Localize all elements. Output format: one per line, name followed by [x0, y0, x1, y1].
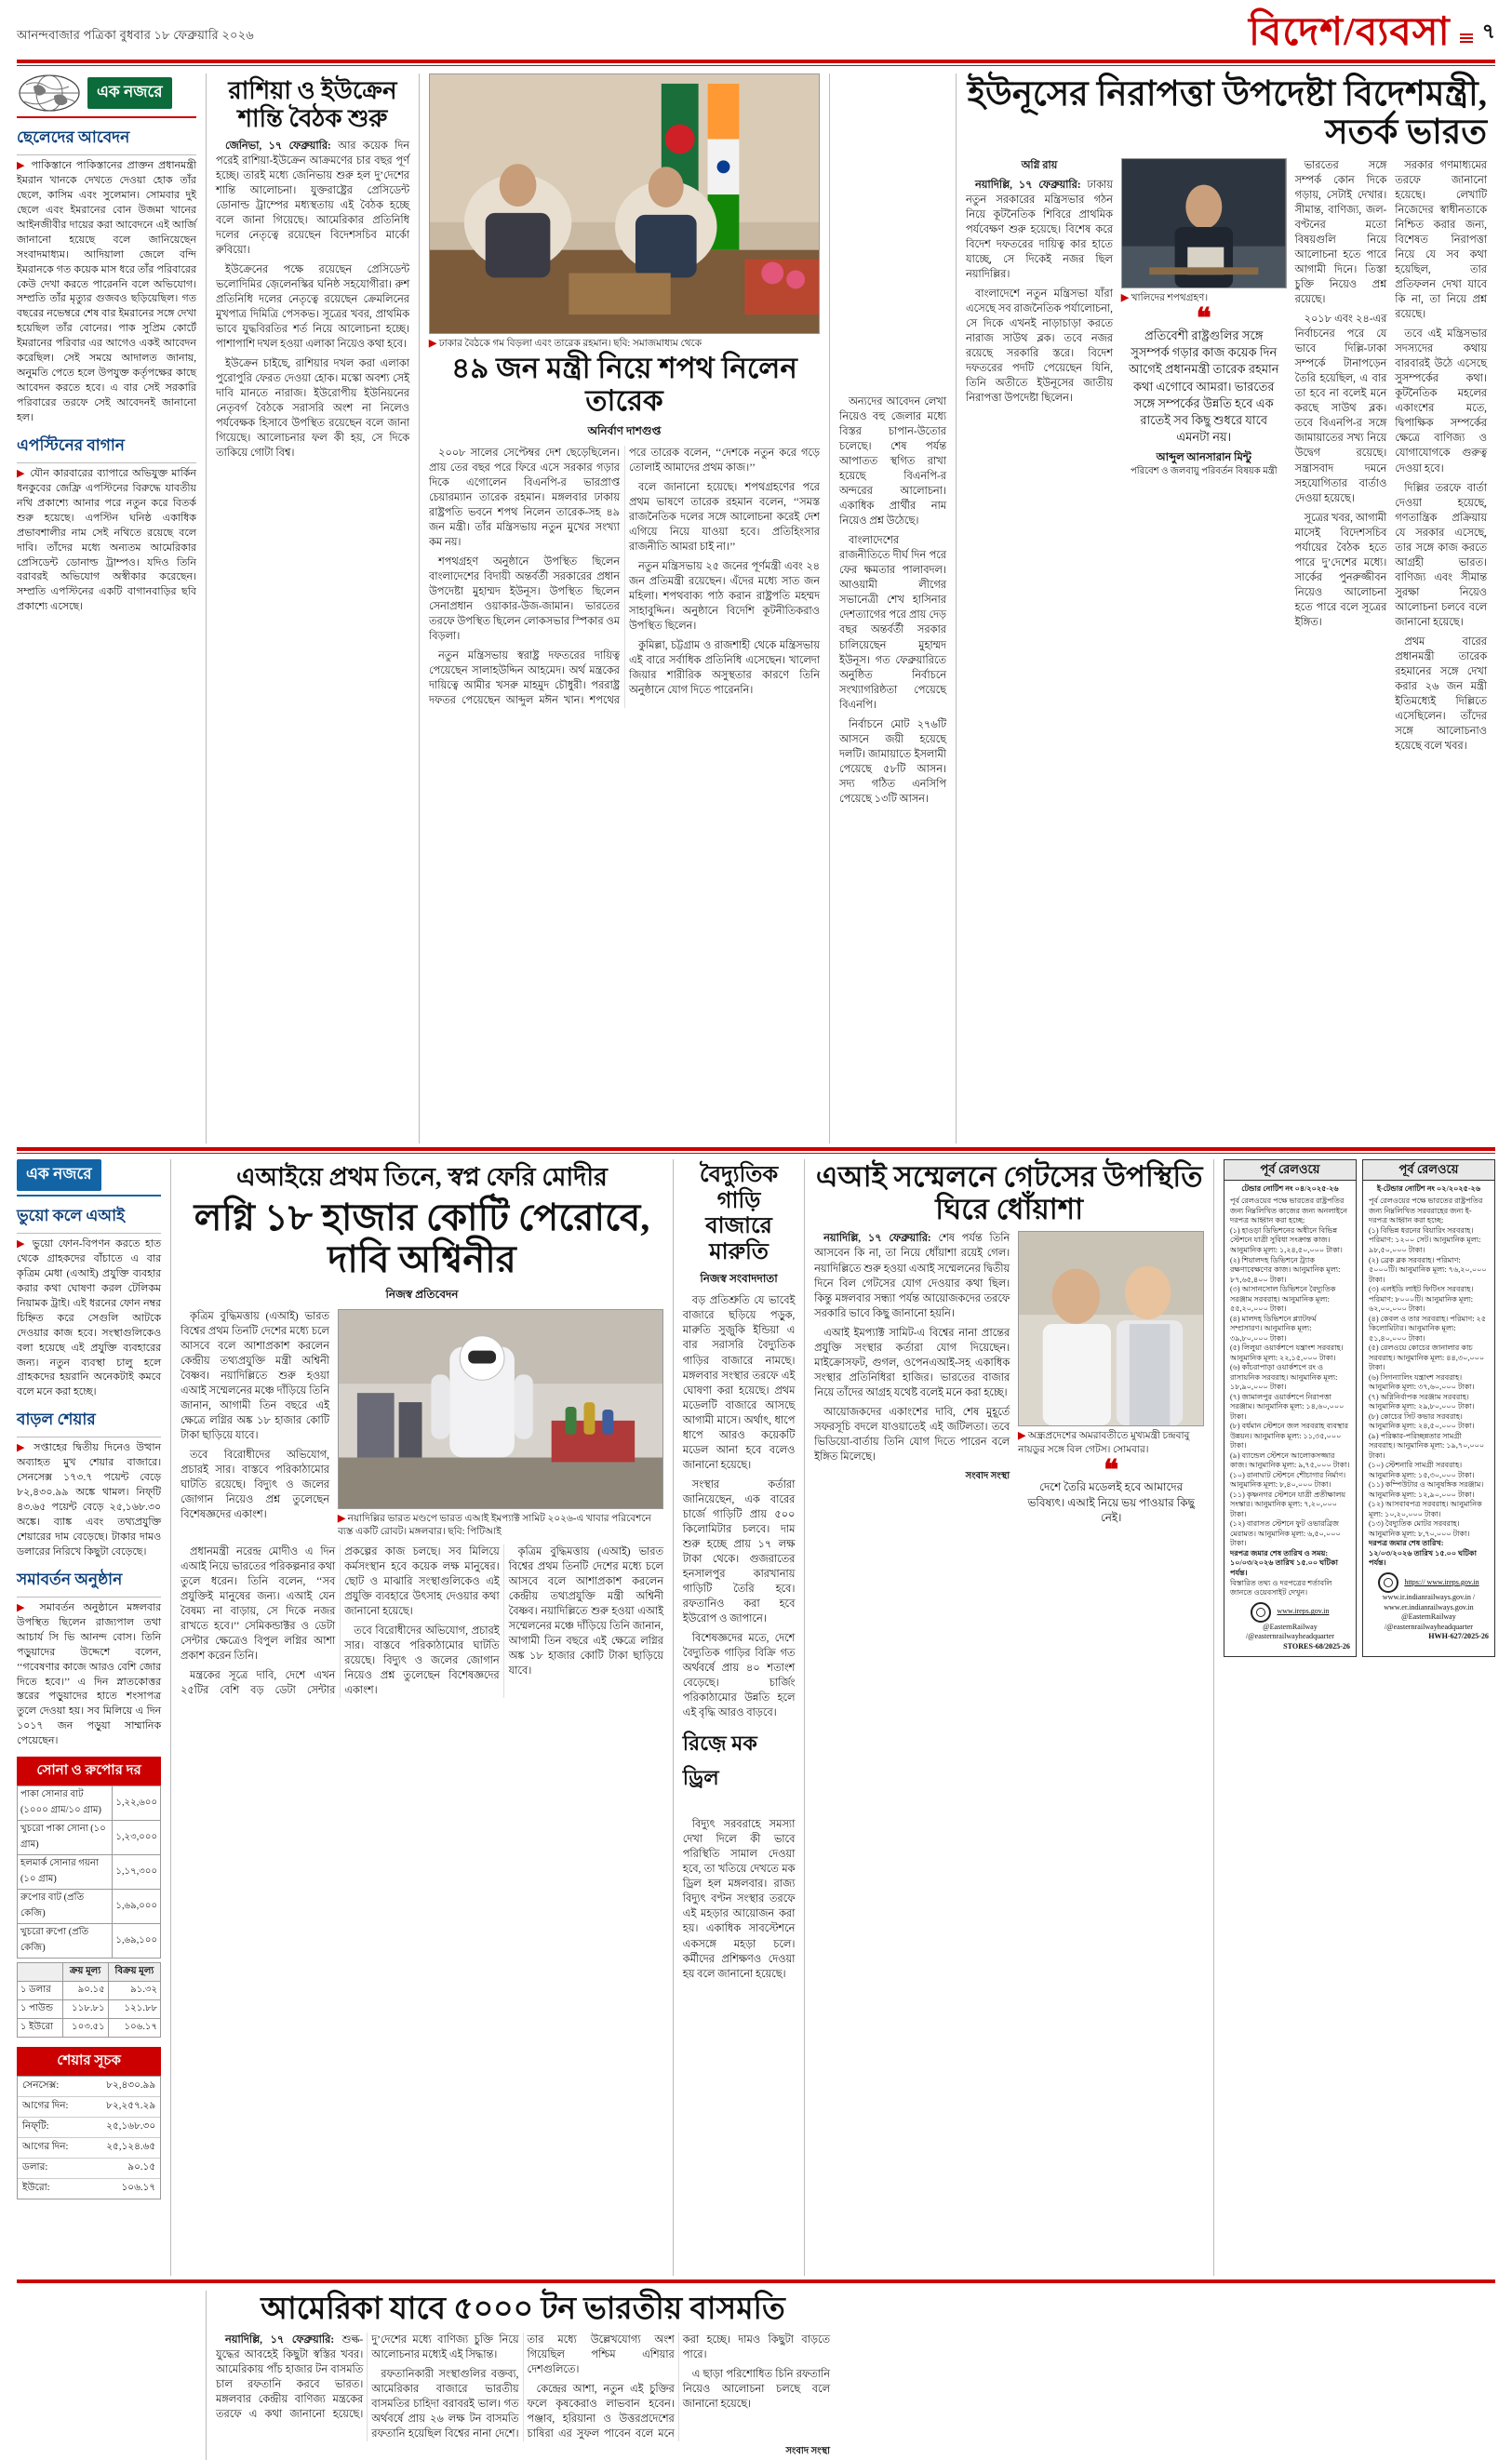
notice-title: পূর্ব রেলওয়ে	[1363, 1160, 1494, 1181]
notice-line: (৬) কাঁচরাপাড়া ওয়ার্কশপে রং ও রাসায়নিক সরবরাহ। আনুমানিক মূল্য: ১৮,৯০,০০০ টাকা।	[1229, 1363, 1338, 1392]
mock-drill-body: বিদ্যুৎ সরবরাহে সমস্যা দেখা দিলে কী ভাবে পরিস্থিতি সামাল দেওয়া হবে, তা খতিয়ে দেখতে মক ড্রিল হল মঙ্গলবার। রাজ্য বিদ্যুৎ বণ্টন সংস্থার তরফে এই মহড়ার আয়োজন করা হয়। একাধিক সাবস্টেশনে একসঙ্গে মহড়া চলে। কর্মীদের প্রশিক্ষণও দেওয়া হয় বলে জানানো হয়েছে।	[682, 1819, 796, 1980]
nojore-item	[17, 126, 196, 426]
russia-headline: রাশিয়া ও ইউক্রেন শান্তি বৈঠক শুরু	[228, 77, 397, 132]
notice-line: (৯) ব্যান্ডেল স্টেশনে আলোকসজ্জার কাজ। আনুমানিক মূল্য: ৯,৭৫,০০০ টাকা।	[1229, 1451, 1350, 1470]
notice-line: (৮) বর্ধমান স্টেশনে জল সরবরাহ ব্যবস্থার উন্নয়ন। আনুমানিক মূল্য: ১১,৩৫,০০০ টাকা।	[1229, 1422, 1349, 1451]
notice-line: (১০) স্টেশনারি সামগ্রী সরবরাহ। আনুমানিক মূল্য: ১৫,৩০,০০০ টাকা।	[1368, 1461, 1475, 1479]
notice-line: (৫) রেলওয়ে কোচের জানালার কাচ সরবরাহ। আনুমানিক মূল্য: ৪৪,৩০,০০০ টাকা।	[1368, 1344, 1485, 1372]
yunus-body-col4: সরকার গণমাধ্যমের তরফে জানানো হয়েছে। লেখাটি নিজেদের স্বাধীনতাকে নিশ্চিত করার জন্য, বিশেষত নিরাপত্তা নিয়ে যে সব কথা হয়েছিল, তার প্রতিফলন দেখা যাবে কি না, তা নিয়ে প্রশ্ন রয়েছে। তবে এই মন্ত্রিসভার সদস্যদের কথায় বারবারই উঠে এসেছে সুসম্পর্কের কথা। কূটনৈতিক মহলের একাংশের মতে, দ্বিপাক্ষিক সম্পর্কের ক্ষেত্রে বাণিজ্য ও যোগাযোগকে গুরুত্ব দেওয়া হবে। দিল্লির তরফে বার্তা দেওয়া হয়েছে, গণতান্ত্রিক প্রক্রিয়ায় যে সরকার এসেছে, তার সঙ্গে কাজ করতে আগ্রহী ভারত। বাণিজ্য এবং সীমান্ত সুরক্ষা নিয়েও আলোচনা চলবে বলে জানানো হয়েছে। প্রথম বারের প্রধানমন্ত্রী তারেক রহমানের সঙ্গে দেখা করার ২৬ জন মন্ত্রী ইতিমধ্যেই দিল্লিতে এসেছিলেন। তাঁদের সঙ্গে আলোচনাও হয়েছে বলে খবর।	[1395, 159, 1487, 753]
nojore-item-text: ▶ ভুয়ো ফোন-বিপণন করতে হাত থেকে গ্রাহকদের বাঁচাতে এ বার কৃত্রিম মেধা (এআই) প্রযুক্তি ব্যবহার করার কথা ঘোষণা করল টেলিকম নিয়ামক ট্রাই। এই ধরনের ফোন নম্বর চিহ্নিত করে সেগুলি আটকে দেওয়ার কাজ হবে। সংস্থাগুলিকেও বলা হয়েছে এই প্রযুক্তি ব্যবহারের জন্য। নতুন ব্যবস্থা চালু হলে গ্রাহকদের হয়রানি অনেকটাই কমবে বলে মনে করা হচ্ছে।	[17, 1238, 162, 1398]
nojore-item-title: ভুয়ো কলে এআই	[17, 1204, 161, 1234]
dhaka-photo-caption: ▶ ঢাকার বৈঠকে গম বিড়লা এবং তারেক রহমান। ছবি: সমাজমাধ্যম থেকে	[429, 339, 702, 349]
table-row: ১ ইউরো ১০৩.৫১ ১০৬.১৭	[18, 2019, 161, 2038]
nojore-item-title: সমাবর্তন অনুষ্ঠান	[17, 1568, 161, 1598]
notice-subtitle: টেন্ডার নোটিশ নং ০৪/২০২৫-২৬	[1241, 1183, 1339, 1193]
table-row: ইউরো: ১০৬.১৭	[22, 2183, 156, 2194]
ev-headline: বৈদ্যুতিক গাড়ি বাজারে মারুতি	[699, 1163, 779, 1264]
notice-line: (৪) মালদহ ডিভিশনে প্ল্যাটফর্ম সম্প্রসারণ। আনুমানিক মূল্য: ৩৯,৮০,০০০ টাকা।	[1229, 1314, 1317, 1343]
ai-investment-column	[181, 1159, 663, 2276]
robot-photo	[338, 1309, 663, 1509]
ai-byline: নিজস্ব প্রতিবেদন	[385, 1287, 459, 1301]
notice-line: পূর্ব রেলওয়ের পক্ষে ভারতের রাষ্ট্রপতির জন্য নিম্নলিখিত কাজের জন্য অনলাইনে দরপত্র আহ্বান করা হচ্ছে:	[1229, 1197, 1348, 1225]
russia-ukraine-column	[216, 74, 409, 1143]
ek-nojore-badge: এক নজরে	[87, 77, 172, 109]
notice-ref: HWH-627/2025-26	[1428, 1632, 1489, 1641]
gates-photo-caption: ▶ অন্ধ্রপ্রদেশের অমরাবতীতে মুখ্যমন্ত্রী চন্দ্রবাবু নায়ডুর সঙ্গে বিল গেটস। সোমবার।	[1018, 1431, 1190, 1455]
gates-end-tag: সংবাদ সংস্থা	[965, 1470, 1010, 1481]
gates-column	[814, 1159, 1204, 2276]
notice-line: (৬) সিগন্যালিং যন্ত্রাংশ সরবরাহ। আনুমানিক মূল্য: ৩৭,৬০,০০০ টাকা।	[1368, 1372, 1475, 1392]
khalid-photo-caption: ▶ খালিদের শপথগ্রহণ।	[1120, 292, 1209, 303]
notice-line: (৭) জামালপুর ওয়ার্কশপে নিরাপত্তা সরঞ্জাম। আনুমানিক মূল্য: ১৪,৬০,০০০ টাকা।	[1229, 1392, 1345, 1421]
basmati-column	[216, 2291, 830, 2460]
index-table	[17, 2076, 161, 2199]
notice-line: (৩) আসানসোল ডিভিশনে বৈদ্যুতিক সরঞ্জাম সরবরাহ। আনুমানিক মূল্য: ৫৫,২০,০০০ টাকা।	[1229, 1285, 1336, 1314]
railway-notice-right	[1362, 1159, 1495, 1657]
table-row: পাকা সোনার বাট (১০০০ গ্রাম/১০ গ্রাম) ১,২২,৬০০	[18, 1786, 161, 1821]
notice-line: (৫) লিলুয়া ওয়ার্কশপে যন্ত্রাংশ সরবরাহ। আনুমানিক মূল্য: ২২,১৫,০০০ টাকা।	[1229, 1344, 1344, 1362]
notice-line: (৩) এলইডি লাইট ফিটিংস সরবরাহ। পরিমাণ: ৮০০০টি। আনুমানিক মূল্য: ৬২,০০,০০০ টাকা।	[1368, 1285, 1474, 1314]
quote-signature: আব্দুল আনসারান মিন্টু পরিবেশ ও জলবায়ু পরিবর্তন বিষয়ক মন্ত্রী	[1130, 452, 1278, 477]
table-row: নিফ্‌টি: ২৫,১৬৮.৩০	[18, 2118, 160, 2138]
masthead-rule-thin	[17, 65, 1495, 66]
railway-notice-left	[1224, 1159, 1357, 1657]
section-title: বিদেশ/ব্যবসা	[1248, 11, 1451, 54]
masthead	[17, 13, 1495, 56]
eastern-railway-logo-icon	[1251, 1602, 1271, 1623]
basmati-headline: আমেরিকা যাবে ৫০০০ টন ভারতীয় বাসমতি	[261, 2293, 785, 2326]
nojore-item	[17, 434, 196, 615]
railway-notices-column	[1224, 1159, 1495, 2276]
notice-line: দরপত্র জমার শেষ তারিখ ও সময়: ১০/০৩/২০২৬ তারিখ ১৫.০০ ঘটিকা পর্যন্ত।	[1229, 1548, 1338, 1577]
notice-line: (৯) পরিষ্কার-পরিচ্ছন্নতার সামগ্রী সরবরাহ। আনুমানিক মূল্য: ১৯,৭০,০০০ টাকা।	[1368, 1431, 1485, 1460]
yunus-body-col3: ভারতের সঙ্গে সম্পর্ক কোন দিকে গড়ায়, সেটাই দেখার। সীমান্ত, বাণিজ্য, জল-বণ্টনের মতো বিষয়গুলি নিয়ে আলোচনা হতে পারে আগামী দিনে। তিস্তা চুক্তি নিয়েও প্রশ্ন রয়েছে। ২০১৮ এবং ২৪-এর নির্বাচনের পরে যে ভাবে দিল্লি-ঢাকা সম্পর্কে টানাপড়েন তৈরি হয়েছিল, এ বার তা হবে না বলেই মনে করছে সাউথ ব্লক। তবে বিএনপি-র সঙ্গে জামায়াতের সখ্য নিয়ে উদ্বেগ রয়েছে। সন্ত্রাসবাদ দমনে সহযোগিতার বার্তাও দেওয়া হয়েছে। সূত্রের খবর, আগামী মাসেই বিদেশসচিব পর্যায়ের বৈঠক হতে পারে দু’দেশের মধ্যে। সার্কের পুনরুজ্জীবন নিয়েও আলোচনা হতে পারে বলে সূত্রের ইঙ্গিত।	[1294, 159, 1387, 628]
notice-footer-logo	[1230, 1602, 1350, 1623]
gates-quote: ❝ দেশে তৈরি মডেলই হবে আমাদের ভবিষ্যৎ। এআই নিয়ে ভয় পাওয়ার কিছু নেই।	[1018, 1457, 1204, 1531]
decorative-bars-icon	[1460, 33, 1473, 52]
robot-photo-caption: ▶ নয়াদিল্লির ভারত মণ্ডপে ভারত এআই ইমপ্যাক্ট সামিট ২০২৬-এ খাবার পরিবেশনে ব্যস্ত একটি রোবট। মঙ্গলবার। ছবি: পিটিআই	[337, 1513, 651, 1537]
notice-title: পূর্ব রেলওয়ে	[1224, 1160, 1356, 1181]
eastern-railway-logo-icon	[1378, 1572, 1398, 1593]
quote-mark-icon: ❝	[1104, 1454, 1119, 1486]
notice-footer-logo	[1369, 1572, 1489, 1593]
ek-nojore-top-column	[17, 74, 196, 1143]
russia-body: জেনিভা, ১৭ ফেব্রুয়ারি: আর কয়েক দিন পরেই রাশিয়া-ইউক্রেন আক্রমণের চার বছর পূর্ণ হচ্ছে। তারই মধ্যে জেনিভায় শুরু হল দু’দেশের শান্তি আলোচনা। যুক্তরাষ্ট্রের প্রেসিডেন্ট ডোনাল্ড ট্রাম্পের মধ্যস্থতায় এই বৈঠক হচ্ছে বলে জানা গিয়েছে। আমেরিকার প্রতিনিধি দলের নেতৃত্বে রয়েছেন বিদেশসচিব মার্কো রুবিয়ো। ইউক্রেনের পক্ষে রয়েছেন প্রেসিডেন্ট ভলোদিমির জ়েলেনস্কির ঘনিষ্ঠ সহযোগীরা। রুশ প্রতিনিধি দলের নেতৃত্বে রয়েছেন ক্রেমলিনের মুখপাত্র দিমিত্রি পেসকভ। সূত্রের খবর, প্রাথমিক ভাবে যুদ্ধবিরতির শর্ত নিয়ে আলোচনা হচ্ছে। পাশাপাশি দখল হওয়া এলাকা নিয়েও কথা হবে। ইউক্রেন চাইছে, রাশিয়ার দখল করা এলাকা পুরোপুরি ফেরত দেওয়া হোক। মস্কো অবশ্য সেই দাবি মানতে নারাজ। ইউরোপীয় ইউনিয়নের নেতৃবর্গ বৈঠকে সরাসরি অংশ না নিলেও পর্যবেক্ষক হিসাবে উপস্থিত রয়েছেন বলে জানা গিয়েছে। আলোচনার ফল কী হয়, সে দিকে তাকিয়ে গোটা বিশ্ব।	[216, 140, 409, 460]
continuation-column	[839, 74, 946, 1143]
fx-rate-table	[17, 1962, 161, 2038]
notice-line: (১২) বারাসত স্টেশনে ফুট ওভারব্রিজ মেরামত। আনুমানিক মূল্য: ৬,৫০,০০০ টাকা।	[1229, 1519, 1341, 1548]
ek-nojore-bottom-column	[17, 1159, 161, 2276]
basmati-body: নয়াদিল্লি, ১৭ ফেব্রুয়ারি: শুল্ক-যুদ্ধের আবহেই কিছুটা স্বস্তির খবর। আমেরিকায় পাঁচ হাজার টন বাসমতি চাল রফতানি করবে ভারত। মঙ্গলবার কেন্দ্রীয় বাণিজ্য মন্ত্রকের তরফে এ কথা জানানো হয়েছে। দু’দেশের মধ্যে বাণিজ্য চুক্তি নিয়ে আলোচনার মধ্যেই এই সিদ্ধান্ত। রফতানিকারী সংস্থাগুলির বক্তব্য, আমেরিকার বাজারে ভারতীয় বাসমতির চাহিদা বরাবরই ভাল। গত অর্থবর্ষে প্রায় ২৬ লক্ষ টন বাসমতি রফতানি হয়েছিল বিশ্বের নানা দেশে। তার মধ্যে উল্লেখযোগ্য অংশ গিয়েছিল পশ্চিম এশিয়ার দেশগুলিতে। কেন্দ্রের আশা, নতুন এই চুক্তির ফলে কৃষকেরাও লাভবান হবেন। পঞ্জাব, হরিয়ানা ও উত্তরপ্রদেশের চাষিরা এর সুফল পাবেন বলে মনে করা হচ্ছে। দামও কিছুটা বাড়তে পারে। এ ছাড়া পরিশোধিত চিনি রফতানি নিয়েও আলোচনা চলছে বলে জানানো হয়েছে।	[216, 2333, 830, 2440]
notice-line: দরপত্র জমার শেষ তারিখ: ১২/০৩/২০২৬ তারিখ ১৫.০০ ঘটিকা পর্যন্ত।	[1368, 1539, 1477, 1568]
nojore-item-title: ছেলেদের আবেদন	[17, 126, 196, 155]
table-row: ডলার: ৯০.১৫	[18, 2159, 160, 2179]
table-row: খুচরো পাকা সোনা (১০ গ্রাম) ১,২৩,০০০	[18, 1821, 161, 1855]
notice-line: (২) শিয়ালদহ ডিভিশনে ট্র্যাক রক্ষণাবেক্ষণের কাজ। আনুমানিক মূল্য: ৮৭,৬৫,৪০০ টাকা।	[1229, 1255, 1341, 1284]
table-row: আগের দিন: ২৫,১২৪.৬৫	[18, 2138, 160, 2159]
notice-line: (১৩) বৈদ্যুতিক মোটর সরবরাহ। আনুমানিক মূল্য: ৮,৭০,০০০ টাকা।	[1368, 1519, 1470, 1538]
nojore-item-text: ▶ যৌন কারবারের ব্যাপারে অভিযুক্ত মার্কিন ধনকুবের জেফ্রি এপস্টিনের বিরুদ্ধে যাবতীয় নথি প্রকাশ্যে আনার পরে নতুন করে বিতর্ক শুরু হয়েছে। এপস্টিন ঘনিষ্ঠ একাধিক প্রভাবশালীর নাম সেই নথিতে রয়েছে বলে দাবি। তাঁদের মধ্যে অন্যতম আমেরিকার প্রেসিডেন্ট ডোনাল্ড ট্রাম্পও। যদিও তিনি বরাবরই অভিযোগ অস্বীকার করেছেন। সম্প্রতি এপস্টিনের একটি বাগানবাড়ির ছবি প্রকাশ্যে এসেছে।	[17, 467, 197, 613]
nojore-item-title: এপস্টিনের বাগান	[17, 434, 196, 463]
notice-line: (৪) কেবল ও তার সরবরাহ। পরিমাণ: ২৫ কিলোমিটার। আনুমানিক মূল্য: ৫১,৪০,০০০ টাকা।	[1368, 1314, 1487, 1343]
ai-body-col1: কৃত্রিম বুদ্ধিমত্তায় (এআই) ভারত বিশ্বের প্রথম তিনটি দেশের মধ্যে চলে আসবে বলে আশাপ্রকাশ করলেন কেন্দ্রীয় তথ্যপ্রযুক্তি মন্ত্রী অশ্বিনী বৈষ্ণব। নয়াদিল্লিতে শুরু হওয়া এআই সম্মেলনের মঞ্চে দাঁড়িয়ে তিনি জানান, আগামী তিন বছরে এই ক্ষেত্রে লগ্নির অঙ্ক ১৮ হাজার কোটি টাকা ছাড়িয়ে যাবে। তবে বিরোধীদের অভিযোগ, প্রচারই সার। বাস্তবে পরিকাঠামোর ঘাটতি রয়েছে। বিদ্যুৎ ও জলের জোগান নিয়েও প্রশ্ন তুলেছেন বিশেষজ্ঞদের একাংশ।	[180, 1310, 329, 1521]
notice-social[interactable]: @EasternRailway /@easternrailwayheadquarter	[1245, 1622, 1335, 1641]
masthead-date: আনন্দবাজার পত্রিকা বুধবার ১৮ ফেব্রুয়ারি ২০২৬	[17, 28, 254, 42]
49-ministers-body: ২০০৮ সালের সেপ্টেম্বর দেশ ছেড়েছিলেন। প্রায় তের বছর পরে ফিরে এসে সরকার গড়ার দিকে এগোলেন বিএনপি-র ভারপ্রাপ্ত চেয়ারম্যান তারেক রহমান। মঙ্গলবার ঢাকায় রাষ্ট্রপতি ভবনে শপথ নিলেন তারেক-সহ ৪৯ জন মন্ত্রী। তাঁর মন্ত্রিসভায় নতুন মুখের সংখ্যা কম নয়। শপথগ্রহণ অনুষ্ঠানে উপস্থিত ছিলেন বাংলাদেশের বিদায়ী অন্তর্বর্তী সরকারের প্রধান উপদেষ্টা মুহাম্মদ ইউনূস। উপস্থিত ছিলেন সেনাপ্রধান ওয়াকার-উজ-জামান। ভারতের তরফে উপস্থিত ছিলেন লোকসভার স্পিকার ওম বিড়লা। নতুন মন্ত্রিসভায় স্বরাষ্ট্র দফতরের দায়িত্ব পেয়েছেন সালাহউদ্দিন আহমেদ। অর্থ মন্ত্রকের দায়িত্বে আমীর খসরু মাহমুদ চৌধুরী। পররাষ্ট্র দফতর পেয়েছেন আব্দুল মঈন খান। শপথের পরে তারেক বলেন, ‘‘দেশকে নতুন করে গড়ে তোলাই আমাদের প্রথম কাজ।’’ বলে জানানো হয়েছে। শপথগ্রহণের পরে প্রথম ভাষণে তারেক রহমান বলেন, ‘‘সমস্ত রাজনৈতিক দলের সঙ্গে আলোচনা করেই দেশ এগিয়ে নিয়ে যাওয়া হবে। প্রতিহিংসার রাজনীতি আমরা চাই না।’’ নতুন মন্ত্রিসভায় ২৫ জনের পূর্ণমন্ত্রী এবং ২৪ জন প্রতিমন্ত্রী রয়েছেন। এঁদের মধ্যে সাত জন মহিলা। শপথবাক্য পাঠ করান রাষ্ট্রপতি মহম্মদ সাহাবুদ্দিন। অনুষ্ঠানে বিদেশি কূটনীতিকরাও উপস্থিত ছিলেন। কুমিল্লা, চট্টগ্রাম ও রাজশাহী থেকে মন্ত্রিসভায় এই বারে সর্বাধিক প্রতিনিধি এসেছেন। খালেদা জিয়ার শারীরিক অসুস্থতার কারণে তিনি অনুষ্ঠানে যোগ দিতে পারেননি।	[429, 447, 820, 707]
yunus-column	[966, 74, 1487, 1143]
ev-byline: নিজস্ব সংবাদদাতা	[700, 1272, 778, 1286]
index-title: শেয়ার সূচক	[17, 2047, 161, 2076]
gold-rate-table	[17, 1785, 161, 1959]
continuation-body: অন্যদের আবেদন লেখা নিয়েও বহু জেলার মধ্যে বিস্তর চাপান-উতোর চলেছে। শেষ পর্যন্ত আপাতত স্থগিত রাখা হয়েছে বিএনপি-র অন্দরের আলোচনা। একাধিক প্রার্থীর নাম নিয়েও প্রশ্ন উঠেছে। বাংলাদেশের রাজনীতিতে দীর্ঘ দিন পরে ফের ক্ষমতার পালাবদল। আওয়ামী লীগের সভানেত্রী শেখ হাসিনার দেশত্যাগের পরে প্রায় দেড় বছর অন্তর্বর্তী সরকার চালিয়েছেন মুহাম্মদ ইউনূস। গত ফেব্রুয়ারিতে অনুষ্ঠিত নির্বাচনে সংখ্যাগরিষ্ঠতা পেয়েছে বিএনপি। নির্বাচনে মোট ২৭৬টি আসনে জয়ী হয়েছে দলটি। জামায়াতে ইসলামী পেয়েছে ৫৮টি আসন। সদ্য গঠিত এনসিপি পেয়েছে ১৩টি আসন।	[839, 396, 946, 805]
ai-kicker: এআইয়ে প্রথম তিনে, স্বপ্ন ফেরি মোদীর	[236, 1163, 608, 1191]
49-ministers-byline: অনির্বাণ দাশগুপ্ত	[587, 423, 662, 437]
notice-ref: STORES-68/2025-26	[1283, 1641, 1350, 1651]
yunus-headline: ইউনূসের নিরাপত্তা উপদেষ্টা বিদেশমন্ত্রী, সতর্ক ভারত	[967, 75, 1487, 153]
nojore-item-text: ▶ পাকিস্তানে পাকিস্তানের প্রাক্তন প্রধানমন্ত্রী ইমরান খানকে দেখতে দেওয়া হোক তাঁর ছেলে, কাসিম এবং সুলেমান। সোমবার দুই ছেলে এবং ইমরানের বোন উজমা খানের আইনজীবীর দায়ের করা আবেদনে এই আর্জি জানানো হয়েছে বলে জানিয়েছেন সংবাদমাধ্যম। আদিয়ালা জেলে বন্দি ইমরানকে গত কয়েক মাস ধরে তাঁর পরিবারের কেউ দেখা করতে পারেননি বলে অভিযোগ। সম্প্রতি তাঁর মৃত্যুর গুজবও ছড়িয়েছিল। গত বছরের নভেম্বরে শেষ বার ইমরানের সঙ্গে দেখা হয়েছিল তাঁর বোনের। পাক সুপ্রিম কোর্টে ইমরানের পরিবার এর আগেও একই আবেদন করেছিল। সেই সময়ে আদালত জানায়, অনুমতি পেতে হলে উপযুক্ত কর্তৃপক্ষের কাছে আবেদন করতে হবে। এ বার সেই সরকারি পরিবারের তরফে সেই আবেদনই জানানো হল।	[17, 160, 196, 423]
khalid-photo	[1121, 158, 1287, 288]
gates-body: নয়াদিল্লি, ১৭ ফেব্রুয়ারি: শেষ পর্যন্ত তিনি আসবেন কি না, তা নিয়ে ধোঁয়াশা রয়েই গেল। নয়াদিল্লিতে শুরু হওয়া এআই সম্মেলনের দ্বিতীয় দিনে বিল গেটসের যোগ দেওয়ার কথা ছিল। কিন্তু মঙ্গলবার সন্ধ্যা পর্যন্ত আয়োজকদের তরফে সরকারি ভাবে কিছু জানানো হয়নি। এআই ইমপ্যাক্ট সামিট-এ বিশ্বের নানা প্রান্তের প্রযুক্তি সংস্থার কর্তারা যোগ দিয়েছেন। মাইক্রোসফট, গুগল, ওপেনএআই-সহ একাধিক সংস্থার প্রতিনিধিরা হাজির। ভারতের বাজার নিয়ে তাঁদের আগ্রহ যথেষ্ট বলেই মনে করা হচ্ছে। আয়োজকদের একাংশের দাবি, শেষ মুহূর্তে সফরসূচি বদলে যাওয়াতেই এই জটিলতা। তবে ভিডিয়ো-বার্তায় তিনি যোগ দিতে পারেন বলে ইঙ্গিত মিলেছে।	[814, 1233, 1010, 1463]
notice-line: (১২) আসবাবপত্র সরবরাহ। আনুমানিক মূল্য: ১০,২০,০০০ টাকা।	[1368, 1500, 1482, 1518]
notice-line: (২) ব্রেক ব্লক সরবরাহ। পরিমাণ: ৫০০০টি। আনুমানিক মূল্য: ৭৬,২০,০০০ টাকা।	[1368, 1255, 1487, 1284]
ek-nojore-bottom-header	[17, 1159, 161, 1197]
notice-line: (১) বিভিন্ন ধরনের বিয়ারিং সরবরাহ। পরিমাণ: ১২০০ সেট। আনুমানিক মূল্য: ৯৮,৫০,০০০ টাকা।	[1368, 1225, 1481, 1254]
quote-block: ❝ প্রতিবেশী রাষ্ট্রগুলির সঙ্গে সুসম্পর্ক গড়ার কাজ কয়েক দিন আগেই প্রধানমন্ত্রী তারেক রহমান কথা এগোবে আমরা। ভারতের সঙ্গে সম্পর্কের উন্নতি হবে এক রাতেই সব কিছু শুধরে যাবে এমনটা নয়। আব্দুল আনসারান মিন্টু পরিবেশ ও জলবায়ু পরিবর্তন বিষয়ক মন্ত্রী	[1121, 305, 1287, 484]
notice-subtitle: ই-টেন্ডার নোটিশ নং ০২/২০২৫-২৬	[1376, 1183, 1481, 1193]
gates-naidu-photo	[1018, 1231, 1204, 1426]
ai-body-rest: প্রধানমন্ত্রী নরেন্দ্র মোদীও এ দিন এআই নিয়ে ভারতের পরিকল্পনার কথা তুলে ধরেন। তিনি বলেন, ‘‘সব প্রযুক্তিই মানুষের জন্য। এআই যেন বৈষম্য না বাড়ায়, সে দিকে নজর রাখতে হবে।’’ সেমিকন্ডাক্টর ও ডেটা সেন্টার ক্ষেত্রেও বিপুল লগ্নির আশা প্রকাশ করেন তিনি। মন্ত্রকের সূত্রে দাবি, দেশে এখন ২৫টির বেশি বড় ডেটা সেন্টার প্রকল্পের কাজ চলছে। সব মিলিয়ে কর্মসংস্থান হবে কয়েক লক্ষ মানুষের। ছোট ও মাঝারি সংস্থাগুলিকেও এই প্রযুক্তি ব্যবহারে উৎসাহ দেওয়ার কথা জানানো হয়েছে। তবে বিরোধীদের অভিযোগ, প্রচারই সার। বাস্তবে পরিকাঠামোর ঘাটতি রয়েছে। বিদ্যুৎ ও জলের জোগান নিয়েও প্রশ্ন তুলেছেন বিশেষজ্ঞদের একাংশ। কৃত্রিম বুদ্ধিমত্তায় (এআই) ভারত বিশ্বের প্রথম তিনটি দেশের মধ্যে চলে আসবে বলে আশাপ্রকাশ করলেন কেন্দ্রীয় তথ্যপ্রযুক্তি মন্ত্রী অশ্বিনী বৈষ্ণব। নয়াদিল্লিতে শুরু হওয়া এআই সম্মেলনের মঞ্চে দাঁড়িয়ে তিনি জানান, আগামী তিন বছরে এই ক্ষেত্রে লগ্নির অঙ্ক ১৮ হাজার কোটি টাকা ছাড়িয়ে যাবে।	[180, 1545, 663, 1697]
nojore-item	[17, 1568, 161, 1749]
49-ministers-headline: ৪৯ জন মন্ত্রী নিয়ে শপথ নিলেন তারেক	[451, 352, 797, 417]
notice-social[interactable]: @EasternRailway /@easternrailwayheadquarter	[1384, 1612, 1474, 1631]
yunus-body-col1: অগ্নি রায় নয়াদিল্লি, ১৭ ফেব্রুয়ারি: ঢাকায় নতুন সরকারের মন্ত্রিসভার গঠন নিয়ে কূটনৈতিক শিবিরে প্রাথমিক পর্যবেক্ষণ শুরু হয়েছে। বিশেষ করে বিদেশ দফতরের দায়িত্ব কার হাতে যাচ্ছে, সে দিকেই নজর ছিল নয়াদিল্লির। বাংলাদেশে নতুন মন্ত্রিসভা যাঁরা এসেছে সব রাজনৈতিক পর্যালোচনা, সে দিকে এখনই নাড়াচাড়া করতে নারাজ সাউথ ব্লক। তবে নজর রয়েছে সরকারি স্তরে। বিদেশ দফতরের পদটি পেয়েছেন যিনি, তিনি অতীতে ইউনূসের জাতীয় নিরাপত্তা উপদেষ্টা ছিলেন।	[966, 159, 1113, 405]
notice-line: (৭) অগ্নিনির্বাপক সরঞ্জাম সরবরাহ। আনুমানিক মূল্য: ২৯,৮০,০০০ টাকা।	[1368, 1392, 1475, 1411]
nojore-item-title: বাড়ল শেয়ার	[17, 1408, 161, 1437]
notice-line: (৮) কোচের সিট কভার সরবরাহ। আনুমানিক মূল্য: ২৪,৫০,০০০ টাকা।	[1368, 1411, 1475, 1431]
notice-line: (১০) রানাঘাট স্টেশনে শৌচাগার নির্মাণ। আনুমানিক মূল্য: ৮,৪০,০০০ টাকা।	[1229, 1470, 1346, 1490]
nojore-item-text: ▶ সপ্তাহের দ্বিতীয় দিনেও উত্থান অব্যাহত মুখ শেয়ার বাজারে। সেনসেক্স ১৭৩.৭ পয়েন্ট বেড়ে ৮২,৪৩০.৯৯ অঙ্কে থামল। নিফ্‌টি ৪৩.৬৫ পয়েন্ট বেড়ে ২৫,১৬৮.৩০ অঙ্কে। ব্যাঙ্ক এবং তথ্যপ্রযুক্তি শেয়ারের দাম বেড়েছে। টাকার দামও ডলারের নিরিখে কিছুটা বেড়েছে।	[17, 1442, 162, 1558]
nojore-item	[17, 1204, 161, 1400]
page-number: ৭	[1481, 20, 1495, 43]
table-row: আগের দিন: ৮২,২৫৭.২৯	[18, 2097, 160, 2118]
globe-icon	[17, 74, 82, 113]
masthead-rule	[17, 60, 1495, 63]
notice-line: (১১) কৃষ্ণনগর স্টেশনে যাত্রী প্রতীক্ষালয় সংস্কার। আনুমানিক মূল্য: ৭,২০,০০০ টাকা।	[1229, 1490, 1346, 1518]
mock-drill-headline: রিজ়ে মক ড্রিল	[682, 1731, 757, 1790]
nojore-item	[17, 1408, 161, 1560]
table-row: সেনসেক্স: ৮২,৪৩০.৯৯	[18, 2077, 160, 2097]
ev-column	[683, 1159, 796, 2276]
ek-nojore-bottom-badge: এক নজরে	[17, 1159, 101, 1191]
notice-website-2[interactable]: www.ir.indianrailways.gov.in / www.er.indianrailways.gov.in	[1382, 1593, 1476, 1611]
nojore-item-text: ▶ সমাবর্তন অনুষ্ঠানে মঙ্গলবার উপস্থিত ছিলেন রাজ্যপাল তথা আচার্য সি ভি আনন্দ বোস। তিনি পড়ুয়াদের উদ্দেশে বলেন, ‘‘গবেষণার কাজে আরও বেশি জোর দিতে হবে।’’ এ দিন স্নাতকোত্তর স্তরের পড়ুয়াদের হাতে শংসাপত্র তুলে দেওয়া হয়। সব মিলিয়ে এ দিন ১০১৭ জন পড়ুয়া সাম্মানিক পেয়েছেন।	[17, 1601, 162, 1747]
basmati-end-tag: সংবাদ সংস্থা	[785, 2446, 830, 2457]
notice-line: (১) হাওড়া ডিভিশনের অধীনে বিভিন্ন স্টেশনে যাত্রী সুবিধা সংক্রান্ত কাজ। আনুমানিক মূল্য: ১,২৪,৫০,০০০ টাকা।	[1229, 1225, 1343, 1254]
table-row: খুচরো রুপো (প্রতি কেজি) ১,৬৯,১০০	[18, 1924, 161, 1959]
dhaka-photo-column	[429, 74, 820, 1143]
notice-website[interactable]: www.ireps.gov.in	[1277, 1607, 1330, 1616]
ek-nojore-header	[17, 74, 196, 118]
gates-headline: এআই সম্মেলনে গেটসের উপস্থিতি ঘিরে ধোঁয়াশা	[815, 1160, 1203, 1225]
notice-line: (১১) কম্পিউটার ও আনুষঙ্গিক সরঞ্জাম। আনুমানিক মূল্য: ১২,৯০,০০০ টাকা।	[1368, 1480, 1484, 1499]
quote-mark-icon: ❝	[1196, 303, 1211, 335]
ai-headline: লগ্নি ১৮ হাজার কোটি পেরোবে, দাবি অশ্বিনীর	[194, 1197, 650, 1280]
notice-website[interactable]: https:// www.ireps.gov.in	[1404, 1577, 1479, 1586]
table-header-row: ক্রয় মূল্য বিক্রয় মূল্য	[18, 1963, 161, 1982]
table-row: রুপোর বাট (প্রতি কেজি) ১,৬৯,০০০	[18, 1890, 161, 1924]
notice-line: বিস্তারিত তথ্য ও দরপত্রের শর্তাবলি জানতে ওয়েবসাইট দেখুন।	[1229, 1578, 1332, 1598]
table-row: ১ পাউন্ড ১১৮.৮১ ১২১.৮৮	[18, 2000, 161, 2019]
gold-rate-title: সোনা ও রুপোর দর	[17, 1757, 161, 1785]
table-row: ১ ডলার ৯০.১৫ ৯১.৩২	[18, 1982, 161, 2000]
notice-line: পূর্ব রেলওয়ের পক্ষে ভারতের রাষ্ট্রপতির জন্য নিম্নলিখিত সরবরাহের জন্য ই-দরপত্র আহ্বান করা হচ্ছে:	[1368, 1197, 1483, 1225]
dhaka-meeting-photo	[429, 74, 820, 334]
table-row: হলমার্ক সোনার গয়না (১০ গ্রাম) ১,১৭,৩০০	[18, 1855, 161, 1890]
ev-body: বড় প্রতিশ্রুতি যে ভাবেই বাজারে ছড়িয়ে পড়ুক, মারুতি সুজ়ুকি ইন্ডিয়া এ বার সরাসরি বৈদ্যুতিক গাড়ির বাজারে নামছে। মঙ্গলবার সংস্থার তরফে এই ঘোষণা করা হয়েছে। প্রথম মডেলটি বাজারে আসছে আগামী মাসে। অর্থাৎ, ধাপে ধাপে আরও কয়েকটি মডেল আনা হবে বলেও জানানো হয়েছে। সংস্থার কর্তারা জানিয়েছেন, এক বারের চার্জে গাড়িটি প্রায় ৫০০ কিলোমিটার চলবে। দাম শুরু হচ্ছে প্রায় ১৭ লক্ষ টাকা থেকে। গুজরাতের হনসালপুর কারখানায় গাড়িটি তৈরি হবে। রফতানিও করা হবে ইউরোপ ও জাপানে। বিশেষজ্ঞদের মতে, দেশে বৈদ্যুতিক গাড়ির বিক্রি গত অর্থবর্ষে প্রায় ৪০ শতাংশ বেড়েছে। চার্জিং পরিকাঠামোর উন্নতি হলে এই বৃদ্ধি আরও বাড়বে।	[682, 1295, 796, 1719]
